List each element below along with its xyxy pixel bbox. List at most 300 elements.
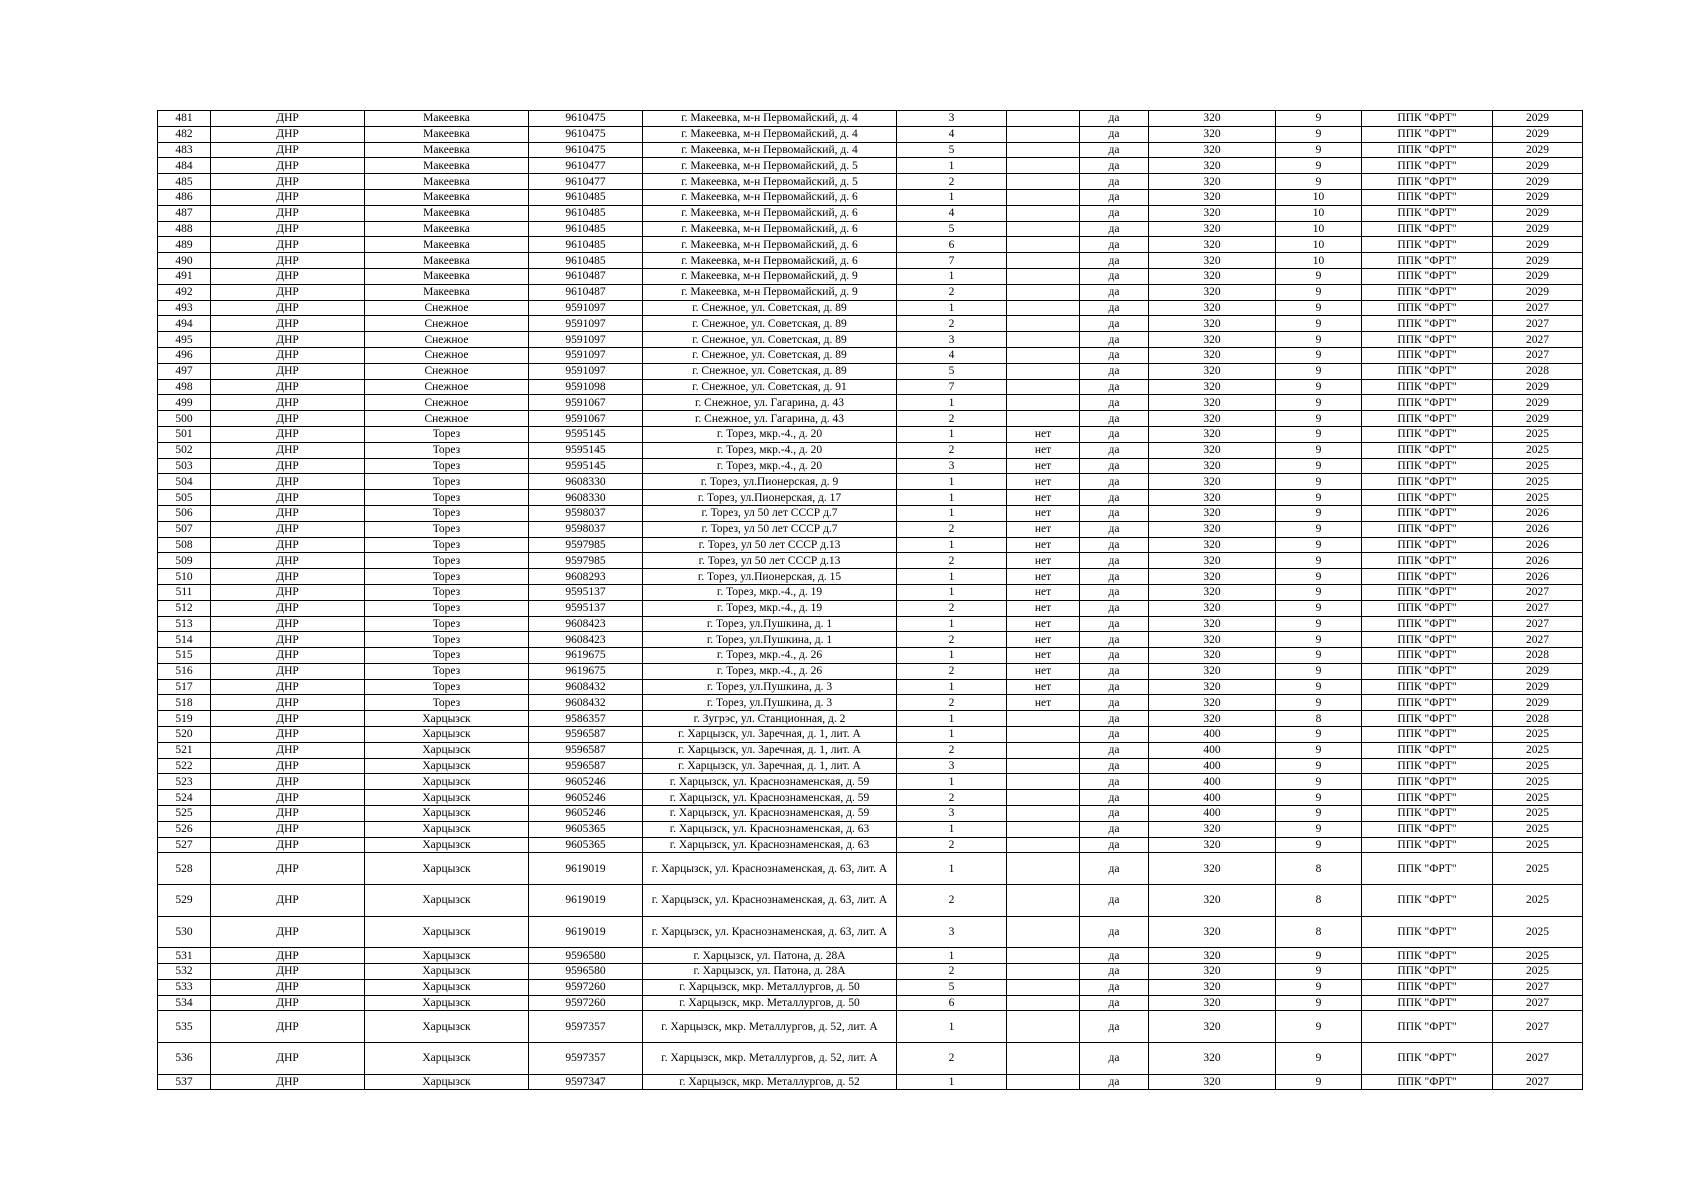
city-cell: Харцызск bbox=[365, 711, 529, 727]
organization-cell: ППК "ФРТ" bbox=[1362, 363, 1493, 379]
column-9-cell: 320 bbox=[1149, 600, 1276, 616]
year-cell: 2028 bbox=[1493, 711, 1583, 727]
year-cell: 2025 bbox=[1493, 426, 1583, 442]
organization-cell: ППК "ФРТ" bbox=[1362, 663, 1493, 679]
entrance-cell: 1 bbox=[897, 948, 1007, 964]
code-cell: 9596580 bbox=[529, 964, 643, 980]
code-cell: 9598037 bbox=[529, 521, 643, 537]
address-cell: г. Харцызск, ул. Краснознаменская, д. 63, лит. А bbox=[643, 853, 897, 885]
region-cell: ДНР bbox=[211, 979, 365, 995]
organization-cell: ППК "ФРТ" bbox=[1362, 1043, 1493, 1075]
column-7-cell bbox=[1007, 1011, 1080, 1043]
region-cell: ДНР bbox=[211, 569, 365, 585]
organization-cell: ППК "ФРТ" bbox=[1362, 158, 1493, 174]
city-cell: Макеевка bbox=[365, 189, 529, 205]
entrance-cell: 1 bbox=[897, 474, 1007, 490]
table-row bbox=[158, 300, 1583, 316]
entrance-cell: 4 bbox=[897, 347, 1007, 363]
region-cell: ДНР bbox=[211, 537, 365, 553]
organization-cell: ППК "ФРТ" bbox=[1362, 458, 1493, 474]
address-cell: г. Харцызск, ул. Краснознаменская, д. 63, лит. А bbox=[643, 916, 897, 948]
column-8-cell: да bbox=[1080, 616, 1149, 632]
organization-cell: ППК "ФРТ" bbox=[1362, 979, 1493, 995]
row-number-cell: 526 bbox=[158, 821, 211, 837]
entrance-cell: 1 bbox=[897, 711, 1007, 727]
organization-cell: ППК "ФРТ" bbox=[1362, 790, 1493, 806]
organization-cell: ППК "ФРТ" bbox=[1362, 885, 1493, 917]
region-cell: ДНР bbox=[211, 474, 365, 490]
city-cell: Макеевка bbox=[365, 237, 529, 253]
code-cell: 9596587 bbox=[529, 758, 643, 774]
column-9-cell: 320 bbox=[1149, 837, 1276, 853]
column-8-cell: да bbox=[1080, 221, 1149, 237]
column-9-cell: 320 bbox=[1149, 948, 1276, 964]
column-7-cell bbox=[1007, 316, 1080, 332]
year-cell: 2025 bbox=[1493, 821, 1583, 837]
column-7-cell bbox=[1007, 189, 1080, 205]
address-cell: г. Торез, ул 50 лет СССР д.7 bbox=[643, 505, 897, 521]
entrance-cell: 3 bbox=[897, 111, 1007, 127]
region-cell: ДНР bbox=[211, 1043, 365, 1075]
column-10-cell: 9 bbox=[1276, 1043, 1362, 1075]
region-cell: ДНР bbox=[211, 300, 365, 316]
city-cell: Снежное bbox=[365, 363, 529, 379]
year-cell: 2027 bbox=[1493, 347, 1583, 363]
city-cell: Торез bbox=[365, 537, 529, 553]
city-cell: Торез bbox=[365, 553, 529, 569]
address-cell: г. Харцызск, мкр. Металлургов, д. 52, лит. А bbox=[643, 1011, 897, 1043]
column-9-cell: 320 bbox=[1149, 995, 1276, 1011]
region-cell: ДНР bbox=[211, 948, 365, 964]
column-9-cell: 320 bbox=[1149, 964, 1276, 980]
city-cell: Торез bbox=[365, 584, 529, 600]
year-cell: 2025 bbox=[1493, 964, 1583, 980]
address-cell: г. Торез, ул.Пионерская, д. 9 bbox=[643, 474, 897, 490]
table-row bbox=[158, 774, 1583, 790]
row-number-cell: 533 bbox=[158, 979, 211, 995]
column-8-cell: да bbox=[1080, 885, 1149, 917]
table-row bbox=[158, 679, 1583, 695]
row-number-cell: 488 bbox=[158, 221, 211, 237]
organization-cell: ППК "ФРТ" bbox=[1362, 821, 1493, 837]
column-10-cell: 10 bbox=[1276, 205, 1362, 221]
column-7-cell: нет bbox=[1007, 632, 1080, 648]
organization-cell: ППК "ФРТ" bbox=[1362, 411, 1493, 427]
table-row bbox=[158, 569, 1583, 585]
column-9-cell: 320 bbox=[1149, 821, 1276, 837]
column-8-cell: да bbox=[1080, 411, 1149, 427]
row-number-cell: 536 bbox=[158, 1043, 211, 1075]
column-10-cell: 9 bbox=[1276, 300, 1362, 316]
year-cell: 2028 bbox=[1493, 648, 1583, 664]
column-9-cell: 320 bbox=[1149, 395, 1276, 411]
code-cell: 9610477 bbox=[529, 158, 643, 174]
year-cell: 2027 bbox=[1493, 584, 1583, 600]
code-cell: 9610485 bbox=[529, 189, 643, 205]
year-cell: 2029 bbox=[1493, 111, 1583, 127]
entrance-cell: 3 bbox=[897, 806, 1007, 822]
year-cell: 2026 bbox=[1493, 569, 1583, 585]
column-8-cell: да bbox=[1080, 442, 1149, 458]
code-cell: 9597985 bbox=[529, 553, 643, 569]
column-9-cell: 320 bbox=[1149, 221, 1276, 237]
column-8-cell: да bbox=[1080, 458, 1149, 474]
entrance-cell: 1 bbox=[897, 189, 1007, 205]
column-7-cell bbox=[1007, 332, 1080, 348]
city-cell: Торез bbox=[365, 569, 529, 585]
code-cell: 9608432 bbox=[529, 679, 643, 695]
organization-cell: ППК "ФРТ" bbox=[1362, 537, 1493, 553]
code-cell: 9608330 bbox=[529, 474, 643, 490]
row-number-cell: 500 bbox=[158, 411, 211, 427]
year-cell: 2025 bbox=[1493, 853, 1583, 885]
table-row bbox=[158, 158, 1583, 174]
column-7-cell bbox=[1007, 205, 1080, 221]
address-cell: г. Макеевка, м-н Первомайский, д. 4 bbox=[643, 111, 897, 127]
entrance-cell: 4 bbox=[897, 126, 1007, 142]
column-9-cell: 400 bbox=[1149, 790, 1276, 806]
year-cell: 2027 bbox=[1493, 632, 1583, 648]
region-cell: ДНР bbox=[211, 237, 365, 253]
entrance-cell: 6 bbox=[897, 995, 1007, 1011]
row-number-cell: 516 bbox=[158, 663, 211, 679]
column-8-cell: да bbox=[1080, 1074, 1149, 1090]
address-cell: г. Макеевка, м-н Первомайский, д. 5 bbox=[643, 158, 897, 174]
organization-cell: ППК "ФРТ" bbox=[1362, 964, 1493, 980]
address-cell: г. Торез, ул 50 лет СССР д.13 bbox=[643, 553, 897, 569]
organization-cell: ППК "ФРТ" bbox=[1362, 695, 1493, 711]
city-cell: Торез bbox=[365, 426, 529, 442]
column-9-cell: 320 bbox=[1149, 158, 1276, 174]
organization-cell: ППК "ФРТ" bbox=[1362, 948, 1493, 964]
code-cell: 9610475 bbox=[529, 111, 643, 127]
column-8-cell: да bbox=[1080, 711, 1149, 727]
region-cell: ДНР bbox=[211, 284, 365, 300]
column-9-cell: 320 bbox=[1149, 347, 1276, 363]
column-7-cell bbox=[1007, 853, 1080, 885]
column-8-cell: да bbox=[1080, 948, 1149, 964]
entrance-cell: 1 bbox=[897, 268, 1007, 284]
table-row bbox=[158, 663, 1583, 679]
region-cell: ДНР bbox=[211, 189, 365, 205]
region-cell: ДНР bbox=[211, 758, 365, 774]
column-10-cell: 9 bbox=[1276, 790, 1362, 806]
row-number-cell: 517 bbox=[158, 679, 211, 695]
organization-cell: ППК "ФРТ" bbox=[1362, 284, 1493, 300]
region-cell: ДНР bbox=[211, 727, 365, 743]
column-10-cell: 9 bbox=[1276, 584, 1362, 600]
region-cell: ДНР bbox=[211, 505, 365, 521]
entrance-cell: 7 bbox=[897, 379, 1007, 395]
row-number-cell: 492 bbox=[158, 284, 211, 300]
column-7-cell bbox=[1007, 300, 1080, 316]
code-cell: 9610475 bbox=[529, 142, 643, 158]
code-cell: 9605246 bbox=[529, 774, 643, 790]
code-cell: 9608423 bbox=[529, 616, 643, 632]
code-cell: 9605246 bbox=[529, 790, 643, 806]
code-cell: 9608330 bbox=[529, 490, 643, 506]
column-9-cell: 400 bbox=[1149, 774, 1276, 790]
year-cell: 2029 bbox=[1493, 379, 1583, 395]
code-cell: 9610485 bbox=[529, 253, 643, 269]
column-8-cell: да bbox=[1080, 474, 1149, 490]
address-cell: г. Снежное, ул. Гагарина, д. 43 bbox=[643, 395, 897, 411]
entrance-cell: 3 bbox=[897, 332, 1007, 348]
table-row bbox=[158, 995, 1583, 1011]
table-row bbox=[158, 584, 1583, 600]
city-cell: Снежное bbox=[365, 379, 529, 395]
column-9-cell: 320 bbox=[1149, 284, 1276, 300]
code-cell: 9610485 bbox=[529, 237, 643, 253]
address-cell: г. Торез, мкр.-4., д. 20 bbox=[643, 426, 897, 442]
row-number-cell: 524 bbox=[158, 790, 211, 806]
code-cell: 9610487 bbox=[529, 268, 643, 284]
region-cell: ДНР bbox=[211, 885, 365, 917]
table-row bbox=[158, 648, 1583, 664]
table-row bbox=[158, 948, 1583, 964]
column-10-cell: 9 bbox=[1276, 995, 1362, 1011]
address-cell: г. Харцызск, мкр. Металлургов, д. 52, лит. А bbox=[643, 1043, 897, 1075]
organization-cell: ППК "ФРТ" bbox=[1362, 395, 1493, 411]
column-8-cell: да bbox=[1080, 237, 1149, 253]
row-number-cell: 508 bbox=[158, 537, 211, 553]
code-cell: 9586357 bbox=[529, 711, 643, 727]
row-number-cell: 497 bbox=[158, 363, 211, 379]
organization-cell: ППК "ФРТ" bbox=[1362, 806, 1493, 822]
column-7-cell bbox=[1007, 268, 1080, 284]
entrance-cell: 1 bbox=[897, 774, 1007, 790]
column-7-cell bbox=[1007, 253, 1080, 269]
column-9-cell: 320 bbox=[1149, 490, 1276, 506]
year-cell: 2029 bbox=[1493, 395, 1583, 411]
row-number-cell: 530 bbox=[158, 916, 211, 948]
region-cell: ДНР bbox=[211, 426, 365, 442]
column-7-cell: нет bbox=[1007, 521, 1080, 537]
column-7-cell: нет bbox=[1007, 616, 1080, 632]
column-8-cell: да bbox=[1080, 853, 1149, 885]
city-cell: Макеевка bbox=[365, 253, 529, 269]
table-row bbox=[158, 458, 1583, 474]
column-10-cell: 9 bbox=[1276, 648, 1362, 664]
table-body bbox=[158, 111, 1583, 1090]
city-cell: Торез bbox=[365, 695, 529, 711]
year-cell: 2027 bbox=[1493, 332, 1583, 348]
organization-cell: ППК "ФРТ" bbox=[1362, 648, 1493, 664]
column-10-cell: 9 bbox=[1276, 837, 1362, 853]
city-cell: Торез bbox=[365, 600, 529, 616]
code-cell: 9610475 bbox=[529, 126, 643, 142]
address-cell: г. Торез, мкр.-4., д. 19 bbox=[643, 600, 897, 616]
column-7-cell bbox=[1007, 347, 1080, 363]
organization-cell: ППК "ФРТ" bbox=[1362, 442, 1493, 458]
code-cell: 9619019 bbox=[529, 853, 643, 885]
code-cell: 9595137 bbox=[529, 600, 643, 616]
row-number-cell: 510 bbox=[158, 569, 211, 585]
table-row bbox=[158, 474, 1583, 490]
column-10-cell: 10 bbox=[1276, 253, 1362, 269]
column-10-cell: 9 bbox=[1276, 126, 1362, 142]
region-cell: ДНР bbox=[211, 347, 365, 363]
city-cell: Макеевка bbox=[365, 126, 529, 142]
year-cell: 2026 bbox=[1493, 553, 1583, 569]
column-7-cell bbox=[1007, 806, 1080, 822]
column-9-cell: 320 bbox=[1149, 379, 1276, 395]
organization-cell: ППК "ФРТ" bbox=[1362, 774, 1493, 790]
column-7-cell: нет bbox=[1007, 679, 1080, 695]
region-cell: ДНР bbox=[211, 584, 365, 600]
column-8-cell: да bbox=[1080, 316, 1149, 332]
organization-cell: ППК "ФРТ" bbox=[1362, 332, 1493, 348]
year-cell: 2029 bbox=[1493, 158, 1583, 174]
year-cell: 2027 bbox=[1493, 995, 1583, 1011]
entrance-cell: 2 bbox=[897, 663, 1007, 679]
column-10-cell: 9 bbox=[1276, 174, 1362, 190]
column-9-cell: 320 bbox=[1149, 126, 1276, 142]
entrance-cell: 2 bbox=[897, 284, 1007, 300]
code-cell: 9591097 bbox=[529, 316, 643, 332]
year-cell: 2025 bbox=[1493, 727, 1583, 743]
region-cell: ДНР bbox=[211, 600, 365, 616]
address-cell: г. Торез, мкр.-4., д. 20 bbox=[643, 458, 897, 474]
address-cell: г. Харцызск, ул. Заречная, д. 1, лит. А bbox=[643, 727, 897, 743]
column-7-cell bbox=[1007, 758, 1080, 774]
row-number-cell: 502 bbox=[158, 442, 211, 458]
column-8-cell: да bbox=[1080, 758, 1149, 774]
code-cell: 9610485 bbox=[529, 205, 643, 221]
address-cell: г. Торез, ул.Пионерская, д. 15 bbox=[643, 569, 897, 585]
organization-cell: ППК "ФРТ" bbox=[1362, 916, 1493, 948]
year-cell: 2027 bbox=[1493, 1011, 1583, 1043]
city-cell: Харцызск bbox=[365, 742, 529, 758]
city-cell: Торез bbox=[365, 632, 529, 648]
organization-cell: ППК "ФРТ" bbox=[1362, 553, 1493, 569]
column-7-cell bbox=[1007, 1043, 1080, 1075]
entrance-cell: 2 bbox=[897, 600, 1007, 616]
table-row bbox=[158, 379, 1583, 395]
year-cell: 2027 bbox=[1493, 616, 1583, 632]
code-cell: 9595145 bbox=[529, 442, 643, 458]
column-7-cell bbox=[1007, 363, 1080, 379]
column-8-cell: да bbox=[1080, 790, 1149, 806]
row-number-cell: 485 bbox=[158, 174, 211, 190]
column-7-cell bbox=[1007, 916, 1080, 948]
address-cell: г. Макеевка, м-н Первомайский, д. 9 bbox=[643, 268, 897, 284]
address-cell: г. Харцызск, ул. Заречная, д. 1, лит. А bbox=[643, 758, 897, 774]
column-9-cell: 320 bbox=[1149, 174, 1276, 190]
city-cell: Макеевка bbox=[365, 158, 529, 174]
column-9-cell: 400 bbox=[1149, 742, 1276, 758]
year-cell: 2029 bbox=[1493, 253, 1583, 269]
region-cell: ДНР bbox=[211, 458, 365, 474]
row-number-cell: 513 bbox=[158, 616, 211, 632]
city-cell: Снежное bbox=[365, 395, 529, 411]
column-7-cell bbox=[1007, 126, 1080, 142]
address-cell: г. Харцызск, ул. Краснознаменская, д. 63 bbox=[643, 837, 897, 853]
year-cell: 2027 bbox=[1493, 600, 1583, 616]
entrance-cell: 2 bbox=[897, 790, 1007, 806]
organization-cell: ППК "ФРТ" bbox=[1362, 426, 1493, 442]
region-cell: ДНР bbox=[211, 142, 365, 158]
table-row bbox=[158, 174, 1583, 190]
entrance-cell: 1 bbox=[897, 395, 1007, 411]
code-cell: 9596587 bbox=[529, 727, 643, 743]
code-cell: 9597357 bbox=[529, 1011, 643, 1043]
table-row bbox=[158, 600, 1583, 616]
column-10-cell: 9 bbox=[1276, 695, 1362, 711]
address-cell: г. Макеевка, м-н Первомайский, д. 5 bbox=[643, 174, 897, 190]
year-cell: 2025 bbox=[1493, 885, 1583, 917]
row-number-cell: 532 bbox=[158, 964, 211, 980]
entrance-cell: 2 bbox=[897, 411, 1007, 427]
city-cell: Макеевка bbox=[365, 284, 529, 300]
organization-cell: ППК "ФРТ" bbox=[1362, 679, 1493, 695]
organization-cell: ППК "ФРТ" bbox=[1362, 1011, 1493, 1043]
row-number-cell: 505 bbox=[158, 490, 211, 506]
column-7-cell bbox=[1007, 790, 1080, 806]
row-number-cell: 520 bbox=[158, 727, 211, 743]
column-7-cell bbox=[1007, 727, 1080, 743]
city-cell: Харцызск bbox=[365, 806, 529, 822]
column-10-cell: 8 bbox=[1276, 853, 1362, 885]
address-cell: г. Харцызск, ул. Краснознаменская, д. 59 bbox=[643, 790, 897, 806]
table-row bbox=[158, 553, 1583, 569]
column-9-cell: 320 bbox=[1149, 632, 1276, 648]
year-cell: 2025 bbox=[1493, 916, 1583, 948]
entrance-cell: 1 bbox=[897, 727, 1007, 743]
column-8-cell: да bbox=[1080, 505, 1149, 521]
entrance-cell: 1 bbox=[897, 679, 1007, 695]
column-7-cell: нет bbox=[1007, 695, 1080, 711]
column-8-cell: да bbox=[1080, 268, 1149, 284]
city-cell: Макеевка bbox=[365, 268, 529, 284]
column-8-cell: да bbox=[1080, 821, 1149, 837]
column-7-cell: нет bbox=[1007, 648, 1080, 664]
year-cell: 2029 bbox=[1493, 284, 1583, 300]
table-row bbox=[158, 806, 1583, 822]
address-cell: г. Макеевка, м-н Первомайский, д. 4 bbox=[643, 126, 897, 142]
column-8-cell: да bbox=[1080, 347, 1149, 363]
column-9-cell: 320 bbox=[1149, 916, 1276, 948]
table-row bbox=[158, 853, 1583, 885]
city-cell: Харцызск bbox=[365, 821, 529, 837]
column-7-cell bbox=[1007, 284, 1080, 300]
column-7-cell bbox=[1007, 1074, 1080, 1090]
column-10-cell: 10 bbox=[1276, 237, 1362, 253]
column-7-cell: нет bbox=[1007, 490, 1080, 506]
year-cell: 2025 bbox=[1493, 758, 1583, 774]
address-cell: г. Торез, ул 50 лет СССР д.13 bbox=[643, 537, 897, 553]
city-cell: Торез bbox=[365, 648, 529, 664]
column-8-cell: да bbox=[1080, 205, 1149, 221]
row-number-cell: 486 bbox=[158, 189, 211, 205]
code-cell: 9591097 bbox=[529, 332, 643, 348]
column-9-cell: 320 bbox=[1149, 426, 1276, 442]
region-cell: ДНР bbox=[211, 742, 365, 758]
city-cell: Харцызск bbox=[365, 979, 529, 995]
column-10-cell: 10 bbox=[1276, 221, 1362, 237]
year-cell: 2029 bbox=[1493, 221, 1583, 237]
organization-cell: ППК "ФРТ" bbox=[1362, 300, 1493, 316]
table-row bbox=[158, 126, 1583, 142]
organization-cell: ППК "ФРТ" bbox=[1362, 189, 1493, 205]
row-number-cell: 528 bbox=[158, 853, 211, 885]
table-row bbox=[158, 426, 1583, 442]
table-row bbox=[158, 1011, 1583, 1043]
entrance-cell: 7 bbox=[897, 253, 1007, 269]
column-8-cell: да bbox=[1080, 916, 1149, 948]
entrance-cell: 1 bbox=[897, 426, 1007, 442]
year-cell: 2026 bbox=[1493, 505, 1583, 521]
